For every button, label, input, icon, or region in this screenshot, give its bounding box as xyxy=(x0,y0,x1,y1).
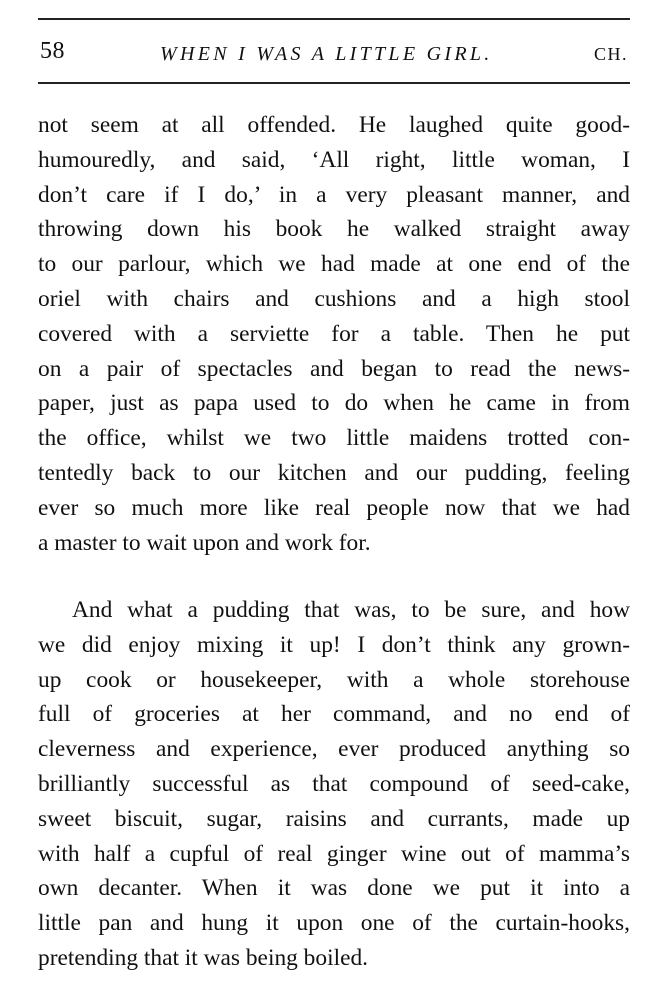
text-line: don’t care if I do,’ in a very pleasant manner, and xyxy=(38,181,630,208)
text-line: tentedly back to our kitchen and our pudding, feeling xyxy=(38,459,630,486)
text-line: And what a pudding that was, to be sure, and how xyxy=(72,597,630,623)
text-line: paper, just as papa used to do when he came in from xyxy=(38,390,630,417)
text-line: not seem at all offended. He laughed quite good- xyxy=(38,112,630,138)
paragraph-2 xyxy=(38,593,630,976)
text-line: to our parlour, which we had made at one end of the xyxy=(38,251,630,278)
text-line: pretending that it was being boiled. xyxy=(38,944,368,971)
text-line: we did enjoy mixing it up! I don’t think any grown- xyxy=(38,631,630,658)
paragraph-1 xyxy=(38,108,630,560)
text-line: brilliantly successful as that compound of seed-cake, xyxy=(38,770,630,797)
text-line: covered with a serviette for a table. Then he put xyxy=(38,320,630,347)
text-line: a master to wait upon and work for. xyxy=(38,529,371,556)
running-title: WHEN I WAS A LITTLE GIRL. xyxy=(160,43,493,65)
text-line: throwing down his book he walked straight away xyxy=(38,216,630,243)
text-line: ever so much more like real people now that we had xyxy=(38,494,630,521)
header-bottom-rule xyxy=(38,82,630,84)
page-number: 58 xyxy=(40,38,65,64)
text-line: with half a cupful of real ginger wine out of mamma’s xyxy=(38,840,630,867)
text-line: oriel with chairs and cushions and a high stool xyxy=(38,285,630,312)
text-line: up cook or housekeeper, with a whole storehouse xyxy=(38,666,630,693)
text-line: cleverness and experience, ever produced anything so xyxy=(38,736,630,763)
text-line: full of groceries at her command, and no end of xyxy=(38,701,630,728)
text-line: on a pair of spectacles and began to read the news- xyxy=(38,355,630,382)
text-line: the office, whilst we two little maidens trotted con- xyxy=(38,425,630,452)
header-top-rule xyxy=(38,18,630,20)
text-line: humouredly, and said, ‘All right, little woman, I xyxy=(38,146,630,173)
chapter-label: CH. xyxy=(593,44,628,64)
running-header xyxy=(38,40,630,70)
text-line: own decanter. When it was done we put it into a xyxy=(38,875,630,902)
text-line: sweet biscuit, sugar, raisins and currants, made up xyxy=(38,805,630,832)
text-line: little pan and hung it upon one of the curtain-hooks, xyxy=(38,910,630,937)
